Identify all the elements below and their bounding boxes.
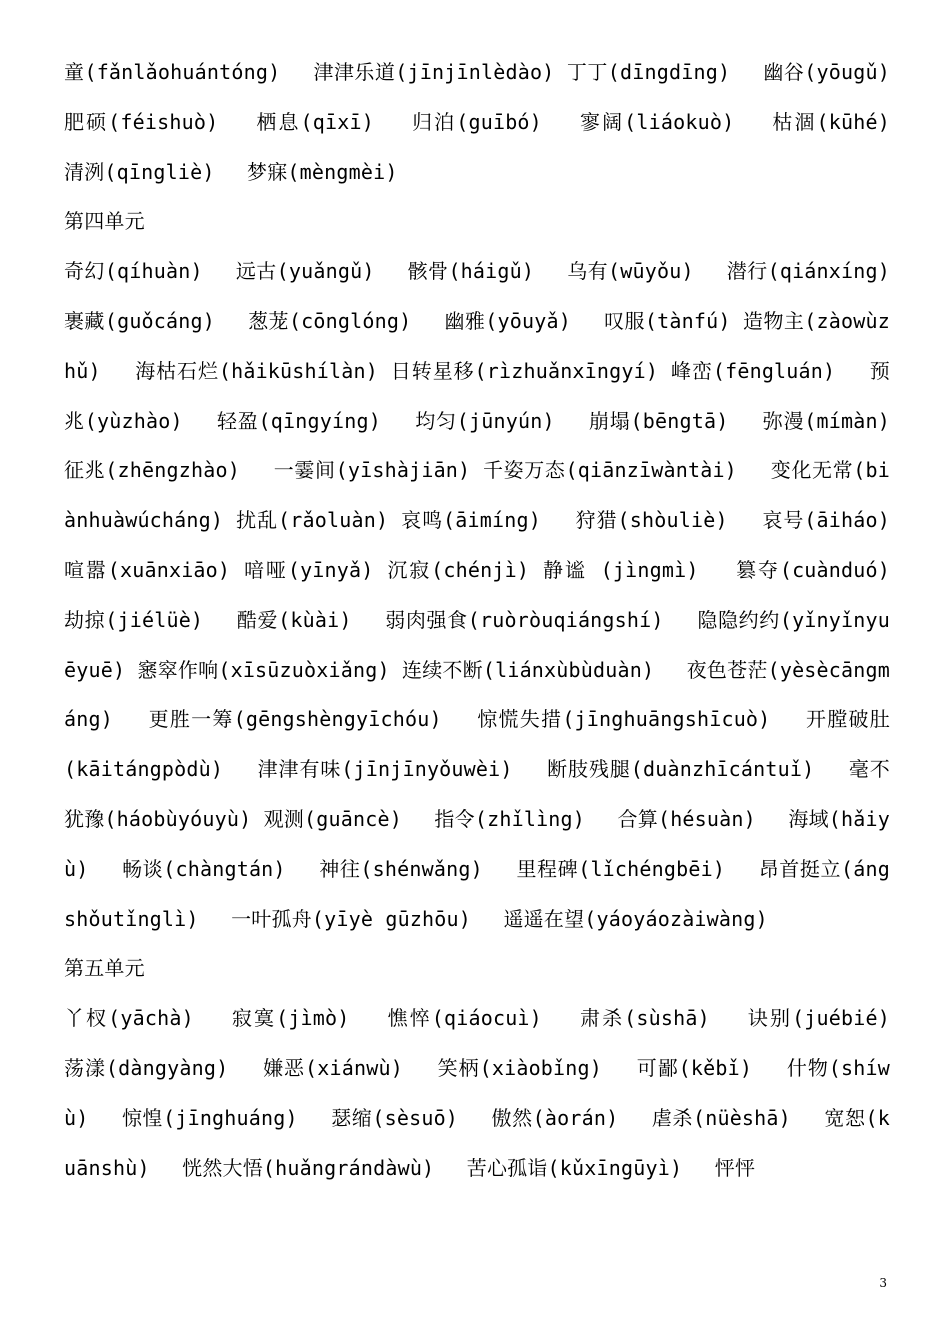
vocabulary-paragraph-unit-4: 奇幻(qíhuàn) 远古(yuǎngǔ) 骸骨(háigǔ) 乌有(wūyǒu) 潜行(qiánxíng) 裹藏(guǒcáng) 葱茏(cōnglóng) 幽雅(yōuyǎ) 叹服(tànfú) 造物主(zàowùzhǔ) 海枯石烂(hǎikūshílàn) 日转星移(rìzhuǎnxīngyí) 峰峦(fēngluán) 预兆(yùzhào) 轻盈(qīngyíng) 均匀(jūnyún) 崩塌(bēngtā) 弥漫(mímàn) 征兆(zhēngzhào) 一霎间(yīshàjiān) 千姿万态(qiānzīwàntài) 变化无常(biànhuàwúcháng) 扰乱(rǎoluàn) 哀鸣(āimíng) 狩猎(shòuliè) 哀号(āiháo) 喧嚣(xuānxiāo) 喑哑(yīnyǎ) 沉寂(chénjì) 静谧 (jìngmì) 篡夺(cuànduó) 劫掠(jiélüè) 酷爱(kùài) 弱肉强食(ruòròuqiángshí) 隐隐约约(yǐnyǐnyuēyuē) 窸窣作响(xīsūzuòxiǎng) 连续不断(liánxùbùduàn) 夜色苍茫(yèsècāngmáng) 更胜一筹(gēngshèngyīchóu) 惊慌失措(jīnghuāngshīcuò) 开膛破肚(kāitángpòdù) 津津有味(jīnjīnyǒuwèi) 断肢残腿(duànzhīcántuǐ) 毫不犹豫(háobùyóuyù) 观测(guāncè) 指令(zhǐlìng) 合算(hésuàn) 海域(hǎiyù) 畅谈(chàngtán) 神往(shénwǎng) 里程碑(lǐchéngbēi) 昂首挺立(ángshǒutǐnglì) 一叶孤舟(yīyè gūzhōu) 遥遥在望(yáoyáozàiwàng): [64, 259, 923, 931]
document-page: [64, 48, 923, 1193]
vocabulary-paragraph-intro: 童(fǎnlǎohuántóng) 津津乐道(jīnjīnlèdào) 丁丁(dīngdīng) 幽谷(yōugǔ) 肥硕(féishuò) 栖息(qīxī) 归泊(guībó) 寥阔(liáokuò) 枯涸(kūhé) 清洌(qīngliè) 梦寐(mèngmèi): [64, 60, 923, 184]
page-number: 3: [879, 1276, 887, 1290]
vocabulary-paragraph-unit-5: 丫杈(yāchà) 寂寞(jìmò) 憔悴(qiáocuì) 肃杀(sùshā) 诀别(juébié) 荡漾(dàngyàng) 嫌恶(xiánwù) 笑柄(xiàobǐng) 可鄙(kěbǐ) 什物(shíwù) 惊惶(jīnghuáng) 瑟缩(sèsuō) 傲然(àorán) 虐杀(nüèshā) 宽恕(kuānshù) 恍然大悟(huǎngrándàwù) 苦心孤诣(kǔxīngūyì) 怦怦: [64, 1006, 923, 1180]
unit-5-heading: 第五单元: [64, 956, 145, 981]
unit-4-heading: 第四单元: [64, 209, 145, 234]
